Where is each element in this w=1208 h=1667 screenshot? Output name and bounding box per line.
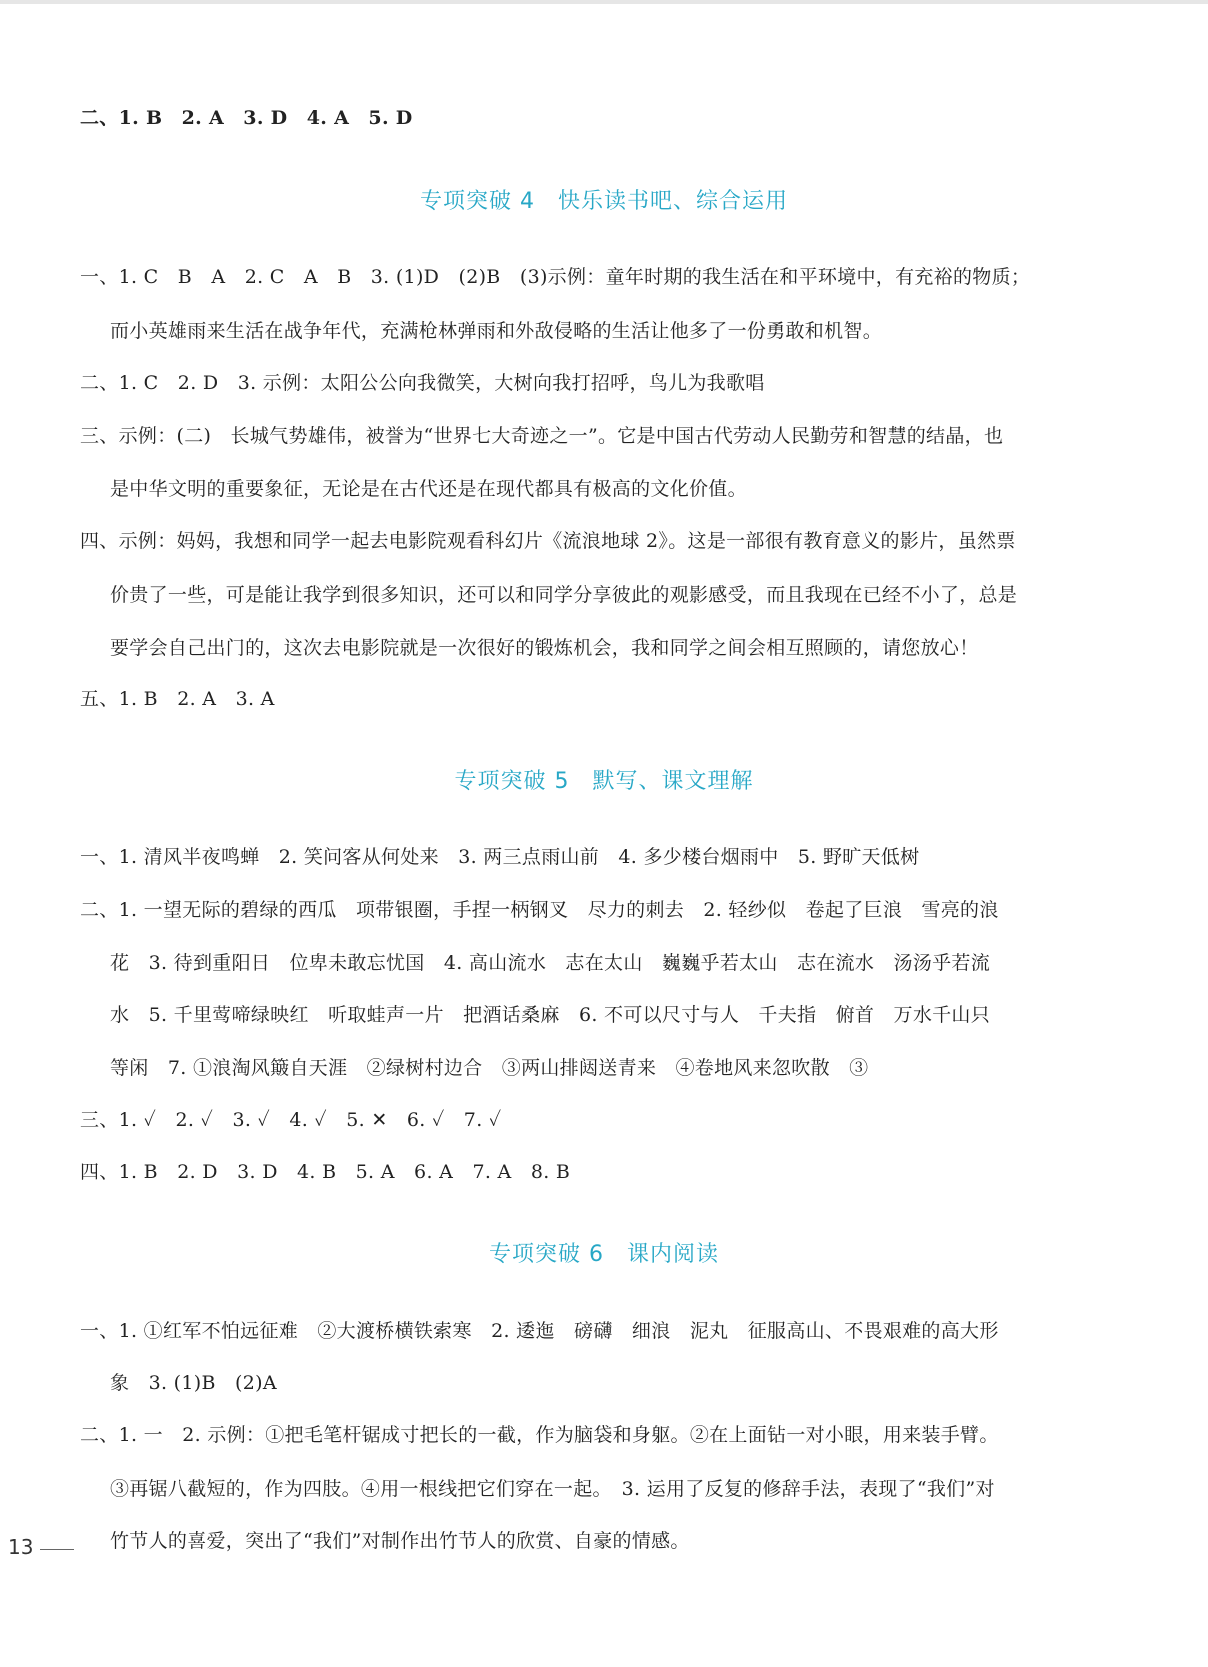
- answer-line: 二、1. C 2. D 3. 示例：太阳公公向我微笑，大树向我打招呼，鸟儿为我歌唱: [80, 372, 765, 394]
- answer-line: 花 3. 待到重阳日 位卑未敢忘忧国 4. 高山流水 志在太山 巍巍乎若太山 志在流水 汤汤乎若流: [110, 952, 991, 974]
- top-edge: [0, 0, 1208, 4]
- answer-line: 象 3. (1)B (2)A: [110, 1372, 277, 1394]
- answer-line: 一、1. ①红军不怕远征难 ②大渡桥横铁索寒 2. 逶迤 磅礴 细浪 泥丸 征服高山、不畏艰难的高大形: [80, 1320, 999, 1342]
- answer-line: 价贵了一些，可是能让我学到很多知识，还可以和同学分享彼此的观影感受，而且我现在已经不小了，总是: [110, 584, 1018, 606]
- answer-line: 等闲 7. ①浪淘风簸自天涯 ②绿树村边合 ③两山排闼送青来 ④卷地风来忽吹散 ③: [110, 1057, 869, 1079]
- section-title-6: 专项突破 6 课内阅读: [489, 1242, 719, 1267]
- answer-line: 二、1. B 2. A 3. D 4. A 5. D: [80, 107, 413, 129]
- answer-line: 四、示例：妈妈，我想和同学一起去电影院观看科幻片《流浪地球 2》。这是一部很有教育意义的影片，虽然票: [80, 530, 1016, 552]
- answer-line: 二、1. 一望无际的碧绿的西瓜 项带银圈，手捏一柄钢叉 尽力的刺去 2. 轻纱似 卷起了巨浪 雪亮的浪: [80, 899, 999, 921]
- answer-line: 二、1. 一 2. 示例：①把毛笔杆锯成寸把长的一截，作为脑袋和身躯。②在上面钻一对小眼，用来装手臂。: [80, 1424, 999, 1446]
- answer-line: 水 5. 千里莺啼绿映红 听取蛙声一片 把酒话桑麻 6. 不可以尺寸与人 千夫指 俯首 万水千山只: [110, 1004, 991, 1026]
- answer-line: 三、1. ✓ 2. ✓ 3. ✓ 4. ✓ 5. ✕ 6. ✓ 7. ✓: [80, 1109, 502, 1131]
- answer-line: 一、1. C B A 2. C A B 3. (1)D (2)B (3)示例：童年时期的我生活在和平环境中，有充裕的物质；: [80, 266, 1031, 288]
- answer-line: 而小英雄雨来生活在战争年代，充满枪林弹雨和外敌侵略的生活让他多了一份勇敢和机智。: [110, 320, 883, 342]
- answer-line: 五、1. B 2. A 3. A: [80, 688, 275, 710]
- page-number: 13: [8, 1535, 34, 1559]
- answer-line: 三、示例：(二) 长城气势雄伟，被誉为“世界七大奇迹之一”。它是中国古代劳动人民勤劳和智慧的结晶，也: [80, 425, 1004, 447]
- answer-line: 要学会自己出门的，这次去电影院就是一次很好的锻炼机会，我和同学之间会相互照顾的，请您放心！: [110, 637, 979, 659]
- answer-line: 一、1. 清风半夜鸣蝉 2. 笑问客从何处来 3. 两三点雨山前 4. 多少楼台烟雨中 5. 野旷天低树: [80, 846, 920, 868]
- section-title-5: 专项突破 5 默写、课文理解: [454, 769, 754, 794]
- answer-line: 是中华文明的重要象征，无论是在古代还是在现代都具有极高的文化价值。: [110, 478, 747, 500]
- answer-line: ③再锯八截短的，作为四肢。④用一根线把它们穿在一起。 3. 运用了反复的修辞手法，表现了“我们”对: [110, 1478, 995, 1500]
- answer-line: 四、1. B 2. D 3. D 4. B 5. A 6. A 7. A 8. B: [80, 1161, 571, 1183]
- answer-line: 竹节人的喜爱，突出了“我们”对制作出竹节人的欣赏、自豪的情感。: [110, 1530, 690, 1552]
- section-title-4: 专项突破 4 快乐读书吧、综合运用: [420, 189, 788, 214]
- page-number-rule: [40, 1549, 74, 1550]
